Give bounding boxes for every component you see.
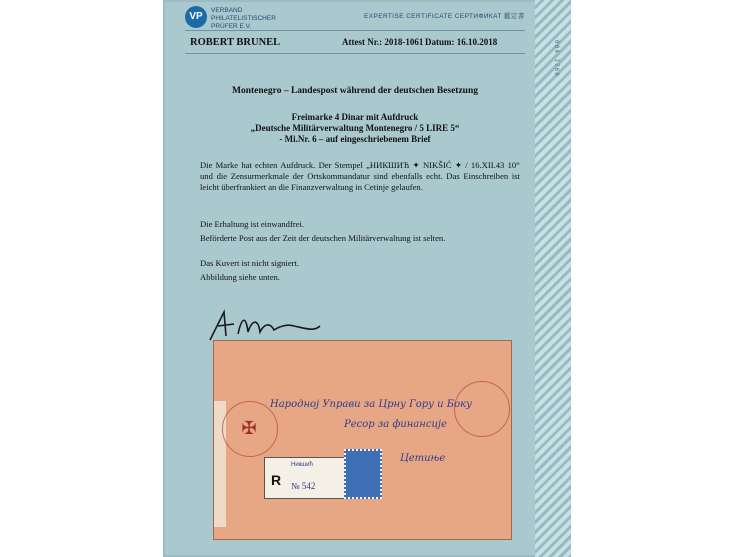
expert-name: ROBERT BRUNEL	[190, 37, 281, 48]
vpp-logo-icon: VP	[185, 6, 207, 28]
stamp-description-2: „Deutsche Militärverwaltung Montenegro / 5 LIRE 5“	[250, 123, 460, 133]
postage-stamp	[344, 449, 382, 499]
eagle-icon: ✠	[241, 418, 257, 438]
registration-letter: R	[271, 472, 282, 488]
address-line-3: Цетиње	[400, 453, 446, 464]
registration-town: Никшић	[291, 462, 313, 468]
opinion-paragraph-3: Beförderte Post aus der Zeit der deutschen Militärverwaltung ist selten.	[200, 233, 446, 243]
registration-label	[264, 457, 354, 499]
stamp-description-3: - Mi.Nr. 6 – auf eingeschriebenem Brief	[279, 134, 431, 144]
document-types: EXPERTISE CERTIFICATE СЕРТИФИКАТ 鑑定書	[364, 13, 525, 20]
organization-name	[211, 7, 276, 31]
registration-number: № 542	[291, 481, 316, 491]
opinion-paragraph-2: Die Erhaltung ist einwandfrei.	[200, 219, 305, 229]
header-divider	[185, 30, 525, 31]
opinion-paragraph-1: Die Marke hat echten Aufdruck. Der Stempel „НИКШИЋ ✦ NIKŠIĆ ✦ / 16.XII.43 10“ und die Zensurmerkmale der Ortskommandatur sind ebenfalls echt. Das Einschreiben ist leicht überfrankiert an die Finanzverwaltung in Cetinje gelaufen.	[200, 160, 520, 192]
attest-number: Attest Nr.: 2018-1061	[342, 37, 424, 47]
header-divider-2	[185, 53, 525, 54]
certificate-title: Montenegro – Landespost während der deutschen Besetzung	[232, 86, 478, 96]
address-line-1: Народној Управи за Црну Гору и Боку	[270, 399, 472, 410]
address-line-2: Ресор за финансије	[344, 419, 447, 430]
org-line-3: PRÜFER E.V.	[211, 23, 252, 30]
serial-number: 004 1760	[553, 40, 560, 77]
attest-date: Datum: 16.10.2018	[425, 37, 498, 47]
org-line-1: VERBAND	[211, 7, 243, 14]
opinion-paragraph-4: Das Kuvert ist nicht signiert.	[200, 258, 300, 268]
opinion-paragraph-5: Abbildung siehe unten.	[200, 272, 280, 282]
stamp-description-1: Freimarke 4 Dinar mit Aufdruck	[291, 112, 419, 122]
org-line-2: PHILATELISTISCHER	[211, 15, 276, 22]
envelope-image	[213, 340, 512, 540]
